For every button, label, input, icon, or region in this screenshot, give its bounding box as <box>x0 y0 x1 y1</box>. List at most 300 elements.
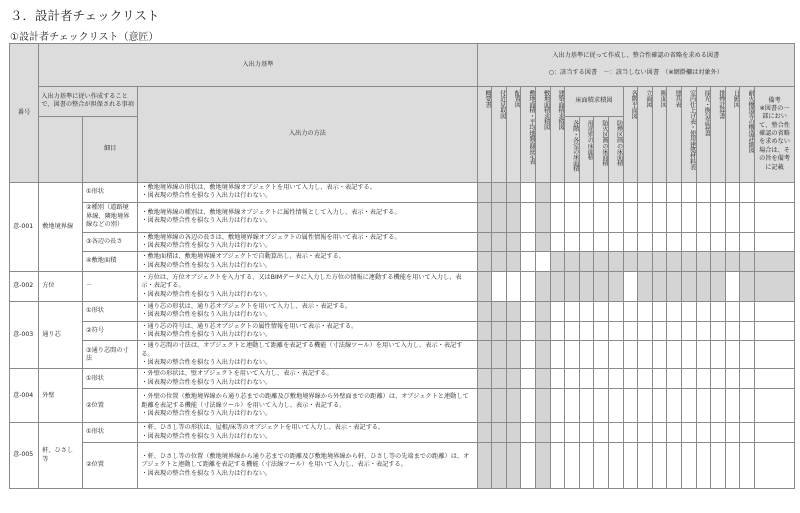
table-row <box>10 271 795 301</box>
check-cell[interactable] <box>652 442 667 488</box>
check-cell[interactable] <box>740 232 755 252</box>
check-cell[interactable] <box>740 182 755 202</box>
check-cell[interactable] <box>492 389 507 423</box>
check-cell[interactable] <box>725 341 740 369</box>
check-cell[interactable] <box>579 202 594 232</box>
header-col-5: 建築面積求積図 <box>550 86 565 182</box>
header-number: 番号 <box>10 44 39 183</box>
check-cell[interactable] <box>711 442 726 488</box>
check-cell[interactable] <box>608 321 623 341</box>
check-cell[interactable] <box>579 271 594 301</box>
check-cell[interactable] <box>477 442 492 488</box>
check-cell[interactable] <box>696 389 711 423</box>
check-cell[interactable] <box>623 442 638 488</box>
row-method <box>138 442 477 488</box>
check-cell[interactable] <box>682 271 697 301</box>
check-cell[interactable] <box>652 252 667 272</box>
check-cell[interactable] <box>711 271 726 301</box>
check-cell[interactable] <box>667 271 682 301</box>
check-cell[interactable] <box>608 182 623 202</box>
method-line: ・図表現の整合性を損なう入出力は行わない。 <box>141 241 272 249</box>
check-cell[interactable] <box>682 202 697 232</box>
check-cell[interactable] <box>506 442 521 488</box>
check-cell[interactable] <box>696 252 711 272</box>
header-floor-plans-group: 床面積求積図 <box>565 86 623 116</box>
check-cell[interactable] <box>740 423 755 443</box>
check-cell[interactable] <box>506 369 521 389</box>
check-cell[interactable] <box>550 271 565 301</box>
check-cell[interactable] <box>696 321 711 341</box>
check-cell[interactable] <box>535 252 550 272</box>
row-item-name: 敷地境界線 <box>39 182 83 271</box>
check-cell[interactable] <box>623 389 638 423</box>
check-cell[interactable] <box>608 202 623 232</box>
check-cell[interactable] <box>594 202 609 232</box>
check-cell[interactable] <box>652 341 667 369</box>
check-cell[interactable] <box>550 202 565 232</box>
check-cell[interactable] <box>521 389 536 423</box>
header-col-10: 各階平面図 <box>623 86 638 182</box>
check-cell[interactable] <box>550 252 565 272</box>
row-method <box>138 252 477 272</box>
check-cell[interactable] <box>711 252 726 272</box>
check-cell[interactable] <box>550 423 565 443</box>
check-cell[interactable] <box>638 232 653 252</box>
check-cell[interactable] <box>608 252 623 272</box>
check-cell[interactable] <box>638 202 653 232</box>
check-cell[interactable] <box>521 369 536 389</box>
check-cell[interactable] <box>696 442 711 488</box>
check-cell[interactable] <box>638 389 653 423</box>
check-cell[interactable] <box>652 182 667 202</box>
header-col-9: 防煙区画の床面積 <box>608 116 623 182</box>
check-cell[interactable] <box>667 202 682 232</box>
check-cell[interactable] <box>740 202 755 232</box>
check-cell[interactable] <box>477 423 492 443</box>
check-cell[interactable] <box>535 442 550 488</box>
check-cell[interactable] <box>477 301 492 321</box>
header-col-11: 立面図 <box>638 86 653 182</box>
check-cell[interactable] <box>725 389 740 423</box>
check-cell[interactable] <box>711 369 726 389</box>
check-cell[interactable] <box>740 369 755 389</box>
check-cell[interactable] <box>711 182 726 202</box>
check-cell[interactable] <box>667 232 682 252</box>
check-cell[interactable] <box>725 252 740 272</box>
check-cell[interactable] <box>565 232 580 252</box>
check-cell[interactable] <box>594 301 609 321</box>
check-cell[interactable] <box>725 182 740 202</box>
row-code: 意-005 <box>10 423 39 489</box>
check-cell[interactable] <box>535 301 550 321</box>
remarks-cell[interactable] <box>755 252 795 272</box>
check-cell[interactable] <box>477 369 492 389</box>
check-cell[interactable] <box>696 182 711 202</box>
table-row <box>10 301 795 321</box>
check-cell[interactable] <box>477 232 492 252</box>
check-cell[interactable] <box>623 341 638 369</box>
check-cell[interactable] <box>521 341 536 369</box>
header-remarks: 備考 ※図書の一部において、整合性確認の省略を求めない場合は、その旨を備考に記載 <box>755 86 795 182</box>
remarks-cell[interactable] <box>755 321 795 341</box>
header-col-6: 各階・各室の床面積 <box>565 116 580 182</box>
check-cell[interactable] <box>725 301 740 321</box>
check-cell[interactable] <box>725 369 740 389</box>
check-cell[interactable] <box>521 423 536 443</box>
header-legend: ○：該当する図書 －：該当しない図書 （※網掛欄は対象外） <box>548 69 724 77</box>
check-cell[interactable] <box>550 182 565 202</box>
check-cell[interactable] <box>594 252 609 272</box>
check-cell[interactable] <box>740 301 755 321</box>
check-cell[interactable] <box>565 301 580 321</box>
method-line: ・敷地境界線の種別は、敷地境界線オブジェクトに属性情報として入力し、表示・表記する。 <box>141 208 401 216</box>
check-cell[interactable] <box>535 321 550 341</box>
check-cell[interactable] <box>682 232 697 252</box>
remarks-cell[interactable] <box>755 369 795 389</box>
check-cell[interactable] <box>711 202 726 232</box>
check-cell[interactable] <box>667 442 682 488</box>
check-cell[interactable] <box>638 442 653 488</box>
row-detail: ③各辺の長さ <box>83 232 138 252</box>
row-detail: ②位置 <box>83 442 138 488</box>
row-item-name: 外壁 <box>39 369 83 423</box>
row-detail: ④敷地面積 <box>83 252 138 272</box>
check-cell[interactable] <box>638 252 653 272</box>
remarks-cell[interactable] <box>755 271 795 301</box>
check-cell[interactable] <box>682 301 697 321</box>
remarks-cell[interactable] <box>755 182 795 202</box>
check-cell[interactable] <box>492 232 507 252</box>
check-cell[interactable] <box>492 369 507 389</box>
check-cell[interactable] <box>565 341 580 369</box>
check-cell[interactable] <box>565 442 580 488</box>
method-line: ・方位は、方位オブジェクトを入力する、又はBIMデータに入力した方位の情報に連動する機能を用いて入力し、表示・表記する。 <box>141 273 462 290</box>
row-method <box>138 301 477 321</box>
check-cell[interactable] <box>638 341 653 369</box>
check-cell[interactable] <box>638 301 653 321</box>
check-cell[interactable] <box>667 423 682 443</box>
check-cell[interactable] <box>535 369 550 389</box>
check-cell[interactable] <box>492 423 507 443</box>
check-cell[interactable] <box>492 252 507 272</box>
check-cell[interactable] <box>725 321 740 341</box>
check-cell[interactable] <box>492 202 507 232</box>
check-cell[interactable] <box>477 252 492 272</box>
check-cell[interactable] <box>594 369 609 389</box>
check-cell[interactable] <box>623 423 638 443</box>
check-cell[interactable] <box>565 321 580 341</box>
check-cell[interactable] <box>550 369 565 389</box>
check-cell[interactable] <box>506 321 521 341</box>
check-cell[interactable] <box>521 182 536 202</box>
header-col-1: 付近見取図 <box>492 86 507 182</box>
row-item-name: 軒、ひさし等 <box>39 423 83 489</box>
check-cell[interactable] <box>725 442 740 488</box>
check-cell[interactable] <box>608 442 623 488</box>
check-cell[interactable] <box>477 202 492 232</box>
check-cell[interactable] <box>652 321 667 341</box>
check-cell[interactable] <box>740 389 755 423</box>
row-method <box>138 232 477 252</box>
header-col-8: 防火区画の床面積 <box>594 116 609 182</box>
table-row <box>10 442 795 488</box>
check-cell[interactable] <box>594 321 609 341</box>
check-cell[interactable] <box>506 182 521 202</box>
check-cell[interactable] <box>667 301 682 321</box>
check-cell[interactable] <box>550 341 565 369</box>
check-cell[interactable] <box>506 232 521 252</box>
check-cell[interactable] <box>682 341 697 369</box>
check-cell[interactable] <box>535 341 550 369</box>
check-cell[interactable] <box>565 369 580 389</box>
check-cell[interactable] <box>521 271 536 301</box>
check-cell[interactable] <box>579 301 594 321</box>
row-method <box>138 182 477 202</box>
check-cell[interactable] <box>535 232 550 252</box>
check-cell[interactable] <box>550 442 565 488</box>
check-cell[interactable] <box>623 182 638 202</box>
designer-checklist-table <box>9 43 795 489</box>
check-cell[interactable] <box>652 232 667 252</box>
remarks-cell[interactable] <box>755 341 795 369</box>
remarks-cell[interactable] <box>755 301 795 321</box>
check-cell[interactable] <box>535 182 550 202</box>
check-cell[interactable] <box>565 252 580 272</box>
row-detail: ①形状 <box>83 423 138 443</box>
check-cell[interactable] <box>652 202 667 232</box>
check-cell[interactable] <box>521 232 536 252</box>
check-cell[interactable] <box>608 232 623 252</box>
method-line: ・図表現の整合性を損なう入出力は行わない。 <box>141 217 272 225</box>
check-cell[interactable] <box>638 423 653 443</box>
check-cell[interactable] <box>711 232 726 252</box>
row-code: 意-002 <box>10 271 39 301</box>
check-cell[interactable] <box>506 271 521 301</box>
method-line: ・図表現の整合性を損なう入出力は行わない。 <box>141 311 272 319</box>
check-cell[interactable] <box>623 202 638 232</box>
check-cell[interactable] <box>725 423 740 443</box>
remarks-cell[interactable] <box>755 423 795 443</box>
check-cell[interactable] <box>623 232 638 252</box>
check-cell[interactable] <box>550 232 565 252</box>
row-detail: ②種別（道路境界線、隣地境界線などの別） <box>83 202 138 232</box>
check-cell[interactable] <box>667 341 682 369</box>
check-cell[interactable] <box>623 252 638 272</box>
check-cell[interactable] <box>725 232 740 252</box>
check-cell[interactable] <box>711 321 726 341</box>
check-cell[interactable] <box>477 341 492 369</box>
check-cell[interactable] <box>594 232 609 252</box>
check-cell[interactable] <box>667 182 682 202</box>
check-cell[interactable] <box>579 252 594 272</box>
check-cell[interactable] <box>521 301 536 321</box>
check-cell[interactable] <box>565 271 580 301</box>
check-cell[interactable] <box>652 369 667 389</box>
check-cell[interactable] <box>740 252 755 272</box>
method-line: ・図表現の整合性を損なう入出力は行わない。 <box>141 409 272 417</box>
check-cell[interactable] <box>667 369 682 389</box>
check-cell[interactable] <box>565 202 580 232</box>
header-col-3: 敷地面積・平均地盤面算定表 <box>521 86 536 182</box>
header-method: 入出力の方法 <box>138 86 477 182</box>
header-col-14: 室内仕上げ表・使用建築材料表 <box>682 86 697 182</box>
check-cell[interactable] <box>594 341 609 369</box>
check-cell[interactable] <box>535 202 550 232</box>
header-col-18: 耐火構造等の構造詳細図 <box>740 86 755 182</box>
check-cell[interactable] <box>521 202 536 232</box>
check-cell[interactable] <box>682 369 697 389</box>
method-line: ・図表現の整合性を損なう入出力は行わない。 <box>141 331 272 339</box>
check-cell[interactable] <box>550 321 565 341</box>
row-code: 意-001 <box>10 182 39 271</box>
check-cell[interactable] <box>652 389 667 423</box>
row-method <box>138 341 477 369</box>
check-cell[interactable] <box>565 423 580 443</box>
check-cell[interactable] <box>506 389 521 423</box>
check-cell[interactable] <box>492 182 507 202</box>
check-cell[interactable] <box>740 341 755 369</box>
check-cell[interactable] <box>565 389 580 423</box>
check-cell[interactable] <box>492 341 507 369</box>
check-cell[interactable] <box>667 321 682 341</box>
check-cell[interactable] <box>623 301 638 321</box>
check-cell[interactable] <box>550 389 565 423</box>
method-line: ・軒、ひさし等の位置（敷地境界線から通り芯までの距離及び敷地境界線から軒、ひさし等の先端までの距離）は、オブジェクトと連動して距離を表記する機能（寸法線ツール）を用いて入力し、表示・表記する。 <box>141 452 470 469</box>
check-cell[interactable] <box>594 389 609 423</box>
check-cell[interactable] <box>711 301 726 321</box>
check-cell[interactable] <box>696 341 711 369</box>
check-cell[interactable] <box>594 442 609 488</box>
check-cell[interactable] <box>667 389 682 423</box>
check-cell[interactable] <box>652 423 667 443</box>
check-cell[interactable] <box>725 202 740 232</box>
check-cell[interactable] <box>492 301 507 321</box>
check-cell[interactable] <box>579 423 594 443</box>
check-cell[interactable] <box>579 182 594 202</box>
check-cell[interactable] <box>594 271 609 301</box>
table-row <box>10 202 795 232</box>
header-items-blank <box>39 116 83 182</box>
check-cell[interactable] <box>579 389 594 423</box>
check-cell[interactable] <box>506 202 521 232</box>
check-cell[interactable] <box>608 369 623 389</box>
header-col-12: 断面図 <box>652 86 667 182</box>
check-cell[interactable] <box>740 442 755 488</box>
check-cell[interactable] <box>477 321 492 341</box>
check-cell[interactable] <box>667 252 682 272</box>
check-cell[interactable] <box>521 321 536 341</box>
check-cell[interactable] <box>506 252 521 272</box>
row-detail: ①形状 <box>83 182 138 202</box>
check-cell[interactable] <box>579 341 594 369</box>
check-cell[interactable] <box>652 271 667 301</box>
header-omission-title: 入出力基準に従って作成し、整合性確認の省略を求める図書 <box>552 52 720 60</box>
check-cell[interactable] <box>477 389 492 423</box>
check-cell[interactable] <box>506 341 521 369</box>
method-line: ・通り芯間の寸法は、オブジェクトと連動して距離を表記する機能（寸法線ツール）を用いて入力し、表示・表記する。 <box>141 342 463 358</box>
check-cell[interactable] <box>696 232 711 252</box>
check-cell[interactable] <box>696 271 711 301</box>
check-cell[interactable] <box>682 321 697 341</box>
check-cell[interactable] <box>638 321 653 341</box>
check-cell[interactable] <box>608 341 623 369</box>
check-cell[interactable] <box>711 341 726 369</box>
method-line: ・図表現の整合性を損なう入出力は行わない。 <box>141 469 272 477</box>
check-cell[interactable] <box>740 271 755 301</box>
check-cell[interactable] <box>492 321 507 341</box>
row-code: 意-004 <box>10 369 39 423</box>
check-cell[interactable] <box>696 369 711 389</box>
check-cell[interactable] <box>506 301 521 321</box>
check-cell[interactable] <box>682 389 697 423</box>
check-cell[interactable] <box>608 301 623 321</box>
method-line: ・図表現の整合性を損なう入出力は行わない。 <box>141 378 272 386</box>
check-cell[interactable] <box>521 442 536 488</box>
check-cell[interactable] <box>638 271 653 301</box>
check-cell[interactable] <box>579 369 594 389</box>
check-cell[interactable] <box>492 442 507 488</box>
check-cell[interactable] <box>623 271 638 301</box>
check-cell[interactable] <box>492 271 507 301</box>
check-cell[interactable] <box>594 423 609 443</box>
check-cell[interactable] <box>594 182 609 202</box>
check-cell[interactable] <box>623 321 638 341</box>
check-cell[interactable] <box>682 252 697 272</box>
check-cell[interactable] <box>535 271 550 301</box>
remarks-cell[interactable] <box>755 442 795 488</box>
check-cell[interactable] <box>682 442 697 488</box>
check-cell[interactable] <box>579 232 594 252</box>
check-cell[interactable] <box>682 423 697 443</box>
method-line: ・敷地面積は、敷地境界線オブジェクトで自動算出し、表示・表記する。 <box>141 253 345 261</box>
method-line: ・図表現の整合性を損なう入出力は行わない。 <box>141 192 272 200</box>
check-cell[interactable] <box>550 301 565 321</box>
check-cell[interactable] <box>623 369 638 389</box>
check-cell[interactable] <box>608 389 623 423</box>
check-cell[interactable] <box>477 271 492 301</box>
check-cell[interactable] <box>696 202 711 232</box>
check-cell[interactable] <box>608 271 623 301</box>
check-cell[interactable] <box>565 182 580 202</box>
check-cell[interactable] <box>477 182 492 202</box>
remarks-cell[interactable] <box>755 232 795 252</box>
table-body <box>10 182 795 488</box>
check-cell[interactable] <box>652 301 667 321</box>
check-cell[interactable] <box>696 301 711 321</box>
check-cell[interactable] <box>711 389 726 423</box>
check-cell[interactable] <box>740 321 755 341</box>
check-cell[interactable] <box>579 442 594 488</box>
check-cell[interactable] <box>711 423 726 443</box>
check-cell[interactable] <box>725 271 740 301</box>
check-cell[interactable] <box>535 423 550 443</box>
check-cell[interactable] <box>521 252 536 272</box>
check-cell[interactable] <box>682 182 697 202</box>
method-line: ・図表現の整合性を損なう入出力は行わない。 <box>141 359 272 367</box>
check-cell[interactable] <box>579 321 594 341</box>
header-omission <box>477 44 795 87</box>
check-cell[interactable] <box>608 423 623 443</box>
method-line: ・通り芯の符号は、通り芯オブジェクトの属性情報を用いて表示・表記する。 <box>141 322 358 330</box>
check-cell[interactable] <box>638 369 653 389</box>
check-cell[interactable] <box>535 389 550 423</box>
check-cell[interactable] <box>638 182 653 202</box>
header-col-7: 用途別の床面積 <box>579 116 594 182</box>
check-cell[interactable] <box>696 423 711 443</box>
remarks-cell[interactable] <box>755 202 795 232</box>
check-cell[interactable] <box>506 423 521 443</box>
remarks-cell[interactable] <box>755 389 795 423</box>
